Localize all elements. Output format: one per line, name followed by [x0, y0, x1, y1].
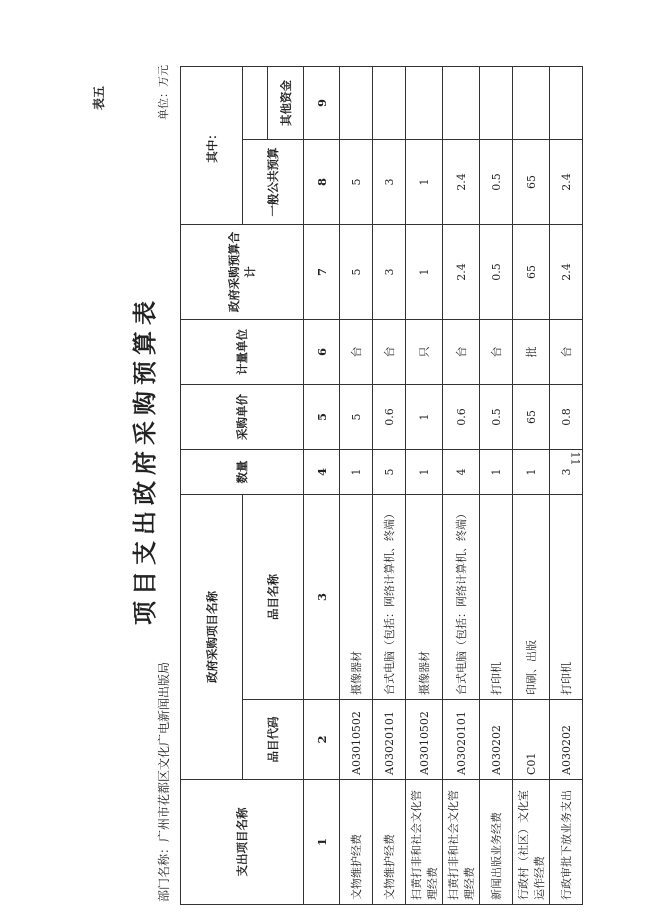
column-number: 5 [304, 385, 340, 450]
header-unit-price: 采购单价 [181, 385, 304, 450]
cell-unit-price: 65 [513, 385, 550, 450]
page-number: 11 [568, 451, 582, 466]
cell-other-funds [550, 67, 583, 140]
cell-general-public-budget: 2.4 [443, 140, 480, 225]
table-row [443, 67, 480, 905]
cell-unit-price: 0.6 [373, 385, 406, 450]
cell-project: 行政村（社区）文化室运作经费 [513, 780, 550, 905]
header-quantity: 数量 [181, 450, 304, 495]
table-row [373, 67, 406, 905]
header-of-which: 其中： [181, 67, 243, 225]
cell-general-public-budget: 0.5 [480, 140, 513, 225]
cell-item-code: C01 [513, 700, 550, 780]
cell-measure-unit: 台 [443, 320, 480, 385]
cell-item-name: 台式电脑（包括：网络计算机、终端） [373, 495, 406, 700]
column-number: 1 [304, 780, 340, 905]
header-measure-unit: 计量单位 [181, 320, 304, 385]
column-number: 6 [304, 320, 340, 385]
cell-item-code: A03020101 [443, 700, 480, 780]
column-number: 7 [304, 225, 340, 320]
cell-general-public-budget: 2.4 [550, 140, 583, 225]
cell-project: 行政审批下放业务支出 [550, 780, 583, 905]
cell-unit-price: 0.6 [443, 385, 480, 450]
header-project-name: 支出项目名称 [181, 780, 304, 905]
column-number: 4 [304, 450, 340, 495]
header-item-name: 品目名称 [243, 495, 304, 700]
header-procurement-item: 政府采购项目名称 [181, 495, 243, 780]
cell-quantity: 1 [513, 450, 550, 495]
cell-general-public-budget: 65 [513, 140, 550, 225]
cell-quantity: 4 [443, 450, 480, 495]
header-budget-total: 政府采购预算合计 [181, 225, 304, 320]
cell-measure-unit: 台 [550, 320, 583, 385]
column-number: 9 [304, 67, 340, 140]
table-row [480, 67, 513, 905]
cell-quantity: 1 [480, 450, 513, 495]
cell-unit-price: 0.5 [480, 385, 513, 450]
cell-measure-unit: 批 [513, 320, 550, 385]
cell-other-funds [443, 67, 480, 140]
cell-item-code: A03010502 [340, 700, 373, 780]
cell-measure-unit: 只 [406, 320, 443, 385]
cell-item-name: 摄像器材 [340, 495, 373, 700]
header-other-funds: 其他资金 [268, 67, 304, 140]
cell-budget-total: 3 [373, 225, 406, 320]
procurement-budget-table [180, 66, 583, 905]
cell-general-public-budget: 3 [373, 140, 406, 225]
header-item-code: 品目代码 [243, 700, 304, 780]
table-row [550, 67, 583, 905]
cell-quantity: 1 [340, 450, 373, 495]
table-row [340, 67, 373, 905]
cell-general-public-budget: 5 [340, 140, 373, 225]
cell-project: 扫黄打非和社会文化管理经费 [443, 780, 480, 905]
cell-item-name: 摄像器材 [406, 495, 443, 700]
cell-quantity: 1 [406, 450, 443, 495]
cell-project: 扫黄打非和社会文化管理经费 [406, 780, 443, 905]
cell-item-name: 印刷、出版 [513, 495, 550, 700]
column-number: 2 [304, 700, 340, 780]
cell-unit-price: 5 [340, 385, 373, 450]
cell-other-funds [513, 67, 550, 140]
table-row [513, 67, 550, 905]
cell-item-name: 打印机 [480, 495, 513, 700]
cell-quantity: 3 [550, 450, 583, 495]
cell-item-code: A030202 [550, 700, 583, 780]
cell-budget-total: 2.4 [443, 225, 480, 320]
cell-other-funds [340, 67, 373, 140]
cell-item-name: 打印机 [550, 495, 583, 700]
cell-item-code: A030202 [480, 700, 513, 780]
cell-project: 新闻出版业务经费 [480, 780, 513, 905]
cell-budget-total: 2.4 [550, 225, 583, 320]
cell-budget-total: 65 [513, 225, 550, 320]
table-label: 表五 [92, 85, 106, 110]
cell-unit-price: 0.8 [550, 385, 583, 450]
table-row [406, 67, 443, 905]
cell-project: 文物维护经费 [340, 780, 373, 905]
column-number: 3 [304, 495, 340, 700]
cell-measure-unit: 台 [340, 320, 373, 385]
cell-measure-unit: 台 [373, 320, 406, 385]
cell-general-public-budget: 1 [406, 140, 443, 225]
cell-budget-total: 5 [340, 225, 373, 320]
cell-measure-unit: 台 [480, 320, 513, 385]
unit-label: 单位：万元 [157, 65, 170, 120]
cell-item-name: 台式电脑（包括：网络计算机、终端） [443, 495, 480, 700]
column-number: 8 [304, 140, 340, 225]
cell-project: 文物维护经费 [373, 780, 406, 905]
cell-other-funds [480, 67, 513, 140]
cell-budget-total: 1 [406, 225, 443, 320]
cell-quantity: 5 [373, 450, 406, 495]
cell-item-code: A03010502 [406, 700, 443, 780]
cell-other-funds [373, 67, 406, 140]
cell-other-funds [406, 67, 443, 140]
cell-budget-total: 0.5 [480, 225, 513, 320]
page-title: 项目支出政府采购预算表 [130, 295, 159, 625]
cell-unit-price: 1 [406, 385, 443, 450]
department-name: 部门名称：广州市花都区文化广电新闻出版局 [157, 661, 171, 902]
header-other-funds-spacer [243, 67, 268, 140]
cell-item-code: A03020101 [373, 700, 406, 780]
header-general-public-budget: 一般公共预算 [243, 140, 304, 225]
